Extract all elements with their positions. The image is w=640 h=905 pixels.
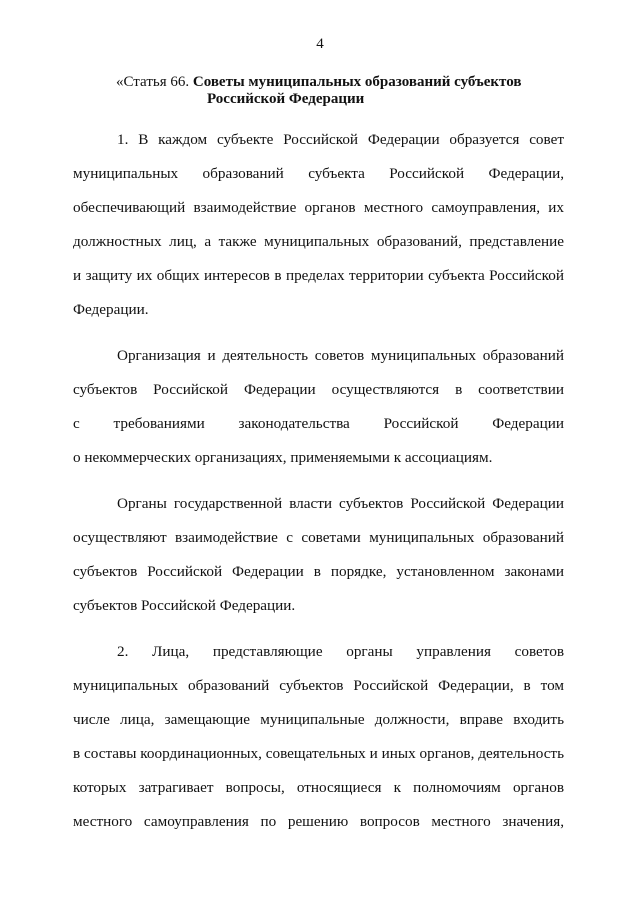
article-body	[73, 123, 564, 839]
paragraph-line: обеспечивающий взаимодействие органов местного самоуправления, их	[73, 199, 564, 216]
paragraph-line: Организация и деятельность советов муниципальных образований	[117, 347, 564, 364]
paragraph-line: местного самоуправления по решению вопросов местного значения,	[73, 813, 564, 830]
paragraph-line: и защиту их общих интересов в пределах территории субъекта Российской	[73, 267, 564, 284]
paragraph-1	[73, 123, 564, 327]
paragraph-line: Органы государственной власти субъектов Российской Федерации	[117, 495, 564, 512]
article-prefix: «Статья 66.	[116, 74, 193, 90]
paragraph-line: субъектов Российской Федерации.	[73, 597, 296, 614]
paragraph-line: муниципальных образований субъектов Российской Федерации, в том	[73, 677, 564, 694]
article-title-line-2: Российской Федерации	[207, 91, 365, 107]
article-heading-line-1	[116, 74, 521, 91]
paragraph-line: которых затрагивает вопросы, относящиеся к полномочиям органов	[73, 779, 564, 796]
article-heading	[116, 74, 521, 108]
paragraph-line: осуществляют взаимодействие с советами муниципальных образований	[73, 529, 564, 546]
paragraph-line: должностных лиц, а также муниципальных образований, представление	[73, 233, 564, 250]
paragraph-line: о некоммерческих организациях, применяемыми к ассоциациям.	[73, 449, 493, 466]
paragraph-line: с требованиями законодательства Российской Федерации	[73, 415, 564, 432]
paragraph-line: 2. Лица, представляющие органы управления советов	[117, 643, 564, 660]
paragraph-line: 1. В каждом субъекте Российской Федерации образуется совет	[117, 131, 564, 148]
paragraph-line: числе лица, замещающие муниципальные должности, вправе входить	[73, 711, 564, 728]
paragraph-4	[73, 635, 564, 839]
paragraph-line: Федерации.	[73, 301, 149, 318]
paragraph-line: субъектов Российской Федерации осуществляются в соответствии	[73, 381, 564, 398]
paragraph-2	[73, 339, 564, 475]
article-title-line-1: Советы муниципальных образований субъектов	[192, 74, 522, 90]
paragraph-line: муниципальных образований субъекта Российской Федерации,	[73, 165, 564, 182]
paragraph-3	[73, 487, 564, 623]
paragraph-line: субъектов Российской Федерации в порядке, установленном законами	[73, 563, 564, 580]
paragraph-line: в составы координационных, совещательных и иных органов, деятельность	[73, 745, 564, 762]
page-number: 4	[316, 36, 324, 52]
